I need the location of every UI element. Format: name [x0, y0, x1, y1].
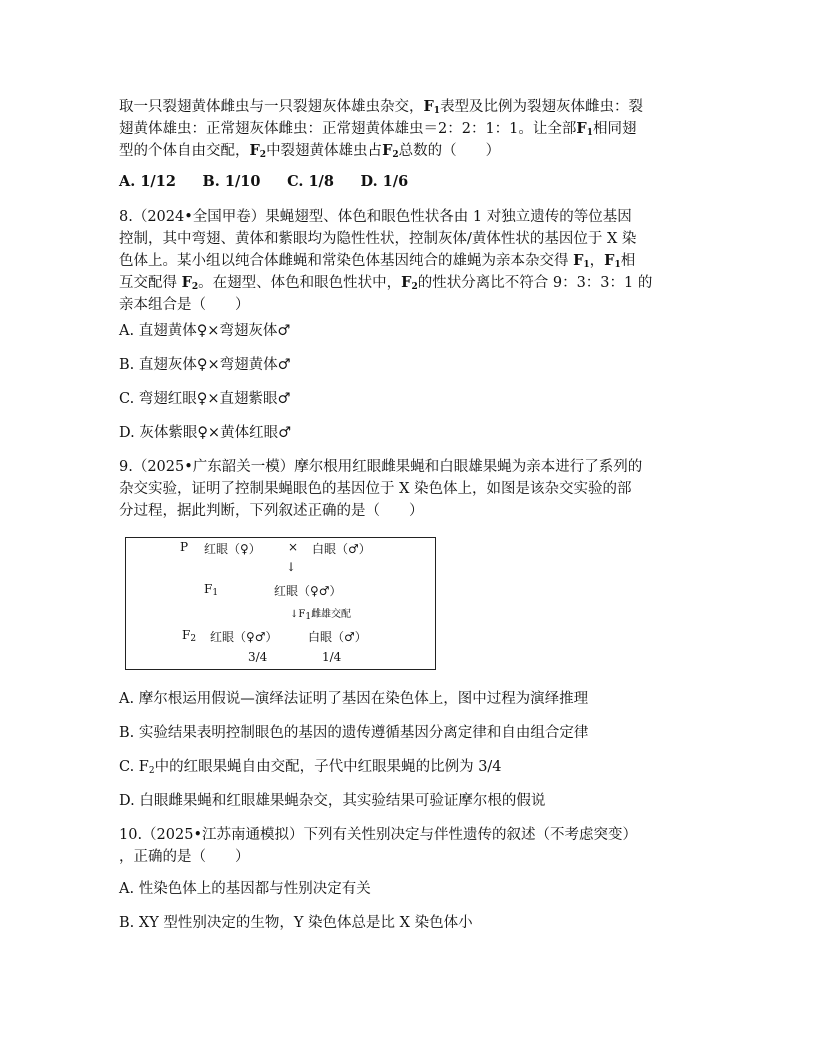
f2-red-ratio: 3/4 [248, 650, 268, 664]
p-label: P [180, 540, 189, 554]
q9-option-c[interactable] [119, 756, 502, 778]
q7-options [119, 171, 430, 193]
f1-symbol: F [604, 252, 615, 269]
f1-subscript: 1 [212, 588, 219, 598]
q10-stem [119, 824, 709, 868]
q7-text: 型的个体自由交配， [119, 143, 250, 159]
q10-text: 10.（2025•江苏南通模拟）下列有关性别决定与伴性遗传的叙述（不考虑突变） [119, 827, 638, 843]
q7-text: 取一只裂翅黄体雌虫与一只裂翅灰体雄虫杂交， [119, 99, 424, 115]
q7-text: 中裂翅黄体雄虫占 [266, 143, 383, 159]
q8-text: 亲本组合是（ ） [119, 297, 250, 313]
f1-subscript: 1 [305, 612, 312, 622]
q8-option-a[interactable]: A. 直翅黄体♀×弯翅灰体♂ [119, 323, 291, 339]
q8-text: 色体上。某小组以纯合体雌蝇和常染色体基因纯合的雄蝇为亲本杂交得 [119, 253, 574, 269]
q7-option-d[interactable]: D. 1/6 [360, 173, 409, 190]
f1-phenotype: 红眼（♀♂） [274, 584, 342, 598]
p-female-phenotype: 红眼（♀） [204, 542, 261, 556]
f1-symbol: F [423, 98, 434, 115]
q8-stem [119, 206, 709, 316]
intercross-text: 雌雄交配 [311, 609, 352, 620]
q8-text: 。在翅型、体色和眼色性状中， [198, 275, 402, 291]
f1-subscript: 1 [583, 260, 590, 270]
q10-option-b[interactable]: B. XY 型性别决定的生物，Y 染色体总是比 X 染色体小 [119, 915, 473, 931]
q9-option-d[interactable]: D. 白眼雌果蝇和红眼雄果蝇杂交，其实验结果可验证摩尔根的假说 [119, 793, 546, 809]
q9-stem [119, 456, 709, 522]
q8-text: 控制，其中弯翅、黄体和紫眼均为隐性性状，控制灰体/黄体性状的基因位于 X 染 [119, 231, 637, 247]
q9-option-b[interactable]: B. 实验结果表明控制眼色的基因的遗传遵循基因分离定律和自由组合定律 [119, 725, 589, 741]
q8-text: ， [589, 253, 605, 269]
q9-text: 9.（2025•广东韶关一模）摩尔根用红眼雌果蝇和白眼雄果蝇为亲本进行了系列的 [119, 459, 643, 475]
f1-subscript: 1 [586, 128, 593, 138]
q8-option-d[interactable]: D. 灰体紫眼♀×黄体红眼♂ [119, 425, 292, 441]
f2-label [182, 628, 196, 642]
q7-option-a[interactable]: A. 1/12 [119, 173, 176, 190]
q9-text: 杂交实验，证明了控制果蝇眼色的基因位于 X 染色体上，如图是该杂交实验的部 [119, 481, 632, 497]
q9-text: 分过程，据此判断，下列叙述正确的是（ ） [119, 503, 424, 519]
q7-text: 相同翅 [592, 121, 637, 137]
q10-option-a[interactable]: A. 性染色体上的基因都与性别决定有关 [119, 881, 371, 897]
f2-subscript: 2 [191, 282, 199, 292]
f2-subscript: 2 [259, 150, 267, 160]
q8-option-c[interactable]: C. 弯翅红眼♀×直翅紫眼♂ [119, 391, 291, 407]
f1-symbol: F [576, 120, 587, 137]
f2-symbol: F [181, 274, 192, 291]
q9-option-c-text: C. F [119, 759, 149, 775]
q8-option-b[interactable]: B. 直翅灰体♀×弯翅黄体♂ [119, 357, 291, 373]
f2-symbol: F [382, 142, 393, 159]
q9-option-c-text: 中的红眼果蝇自由交配，子代中红眼果蝇的比例为 3/4 [154, 759, 502, 775]
q8-text: 互交配得 [119, 275, 182, 291]
q7-text: 翅黄体雄虫：正常翅灰体雌虫：正常翅黄体雄虫＝2：2：1：1。让全部 [119, 121, 577, 137]
f1-symbol: F [204, 582, 213, 596]
q7-text: 表型及比例为裂翅灰体雌虫：裂 [440, 99, 644, 115]
cross-symbol: × [288, 540, 299, 554]
q7-option-b[interactable]: B. 1/10 [202, 173, 261, 190]
q9-option-a[interactable]: A. 摩尔根运用假说—演绎法证明了基因在染色体上，图中过程为演绎推理 [119, 691, 589, 707]
f1-subscript: 1 [433, 106, 441, 116]
down-arrow-icon: ↓ [286, 560, 297, 574]
q8-text: 相 [620, 253, 636, 269]
q7-text: 总数的（ ） [398, 143, 501, 159]
q8-text: 8.（2024•全国甲卷）果蝇翅型、体色和眼色性状各由 1 对独立遗传的等位基因 [119, 209, 632, 225]
f2-symbol: F [182, 628, 191, 642]
f2-symbol: F [401, 274, 412, 291]
f2-subscript: 2 [190, 634, 197, 644]
down-arrow-icon: ↓F [290, 609, 306, 620]
f2-subscript: 2 [148, 766, 155, 776]
q10-text: ，正确的是（ ） [119, 849, 250, 865]
f1-subscript: 1 [614, 260, 621, 270]
f1-symbol: F [573, 252, 584, 269]
q7-stem [119, 96, 709, 162]
f2-white-eye-phenotype: 白眼（♂） [308, 630, 367, 644]
f1-label [204, 582, 218, 596]
p-male-phenotype: 白眼（♂） [312, 542, 371, 556]
f2-subscript: 2 [392, 150, 399, 160]
f2-white-ratio: 1/4 [322, 650, 342, 664]
q8-text: 的性状分离比不符合 9：3：3：1 的 [417, 275, 653, 291]
cross-diagram [125, 537, 436, 670]
f2-red-eye-phenotype: 红眼（♀♂） [210, 630, 278, 644]
f1-intercross-label [290, 605, 351, 620]
f2-subscript: 2 [411, 282, 418, 292]
q7-option-c[interactable]: C. 1/8 [287, 173, 334, 190]
f2-symbol: F [249, 142, 260, 159]
